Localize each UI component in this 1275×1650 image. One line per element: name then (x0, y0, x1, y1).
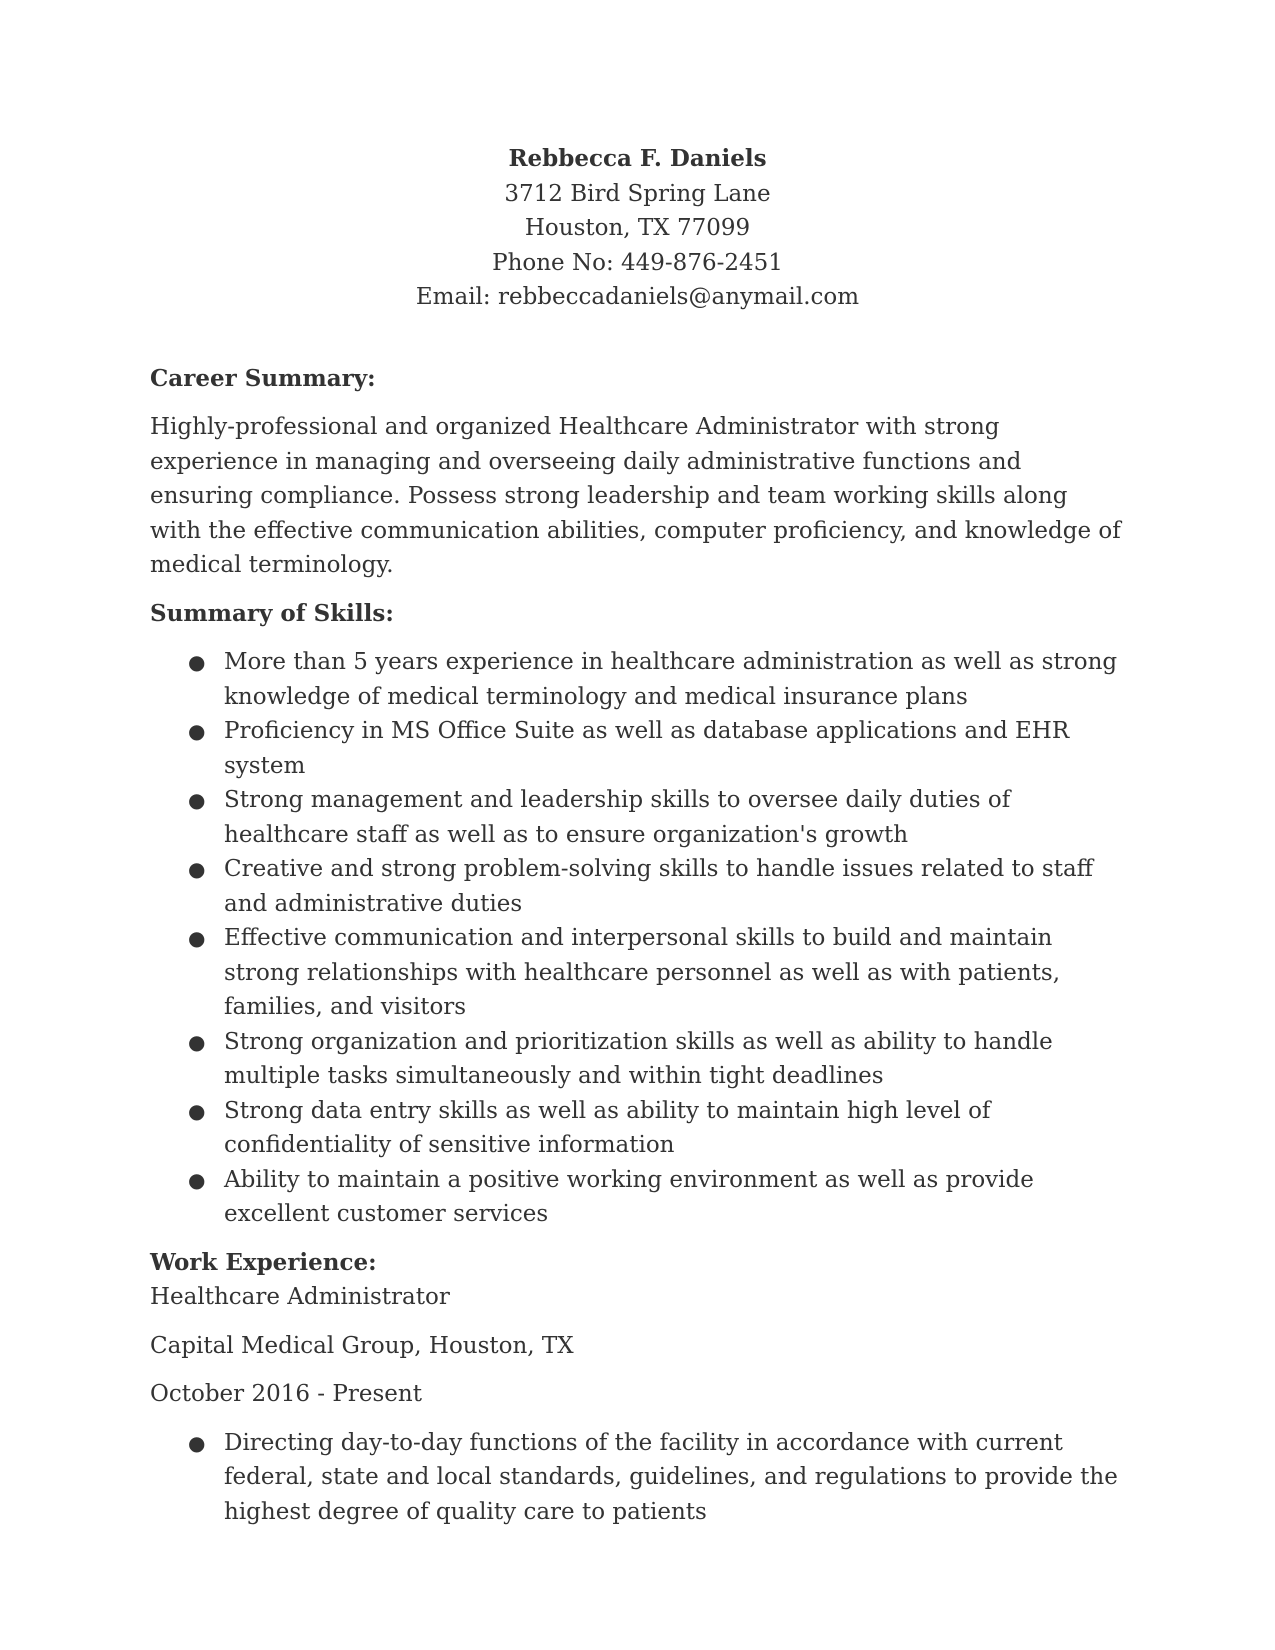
bullet-icon: ● (188, 1430, 206, 1455)
list-item (150, 921, 1125, 1025)
address-line-2: Houston, TX 77099 (524, 215, 751, 241)
applicant-name: Rebbecca F. Daniels (508, 145, 767, 172)
list-item (150, 1163, 1125, 1232)
skills-heading: Summary of Skills: (150, 599, 394, 627)
skill-text: Effective communication and interpersonal skills to build and maintain strong relationships with healthcare personnel as well as with patients, families, and visitors (224, 925, 1061, 1020)
bullet-icon: ● (188, 788, 206, 812)
career-summary-text: Highly-professional and organized Healthcare Administrator with strong experience in managing and overseeing daily administrative functions and ensuring compliance. Possess strong leadership and team working skills along with the effective communication abilities, computer proficiency, and knowledge of medical terminology. (150, 414, 1121, 578)
contact-header (150, 142, 1125, 315)
skill-text: Strong management and leadership skills to oversee daily duties of healthcare staff as well as to ensure organization's growth (224, 787, 1011, 848)
list-item (150, 852, 1125, 921)
address-line-1: 3712 Bird Spring Lane (504, 180, 771, 207)
job-title: Healthcare Administrator (150, 1284, 450, 1310)
bullet-icon: ● (188, 1167, 206, 1192)
bullet-icon: ● (188, 1098, 206, 1123)
skills-list (150, 645, 1125, 1232)
email-address: Email: rebbeccadaniels@anymail.com (415, 284, 860, 310)
list-item (150, 1025, 1125, 1094)
job-duties-list (150, 1426, 1125, 1530)
list-item (150, 1426, 1125, 1530)
bullet-icon: ● (188, 650, 206, 674)
bullet-icon: ● (188, 719, 206, 743)
list-item (150, 1094, 1125, 1163)
skill-text: Ability to maintain a positive working environment as well as provide excellent customer services (224, 1166, 1034, 1227)
bullet-icon: ● (188, 926, 206, 950)
work-experience-heading: Work Experience: (150, 1248, 377, 1276)
skill-text: Strong organization and prioritization skills as well as ability to handle multiple tasks simultaneously and within tight deadlines (224, 1028, 1053, 1089)
skill-text: Creative and strong problem-solving skills to handle issues related to staff and administrative duties (224, 856, 1093, 917)
bullet-icon: ● (188, 857, 206, 881)
employment-dates: October 2016 - Present (150, 1381, 422, 1407)
list-item (150, 714, 1125, 783)
list-item (150, 783, 1125, 852)
employer: Capital Medical Group, Houston, TX (150, 1332, 574, 1359)
skill-text: More than 5 years experience in healthcare administration as well as strong knowledge of medical terminology and medical insurance plans (224, 649, 1118, 710)
duty-text: Directing day-to-day functions of the facility in accordance with current federal, state and local standards, guidelines, and regulations to provide the highest degree of quality care to patients (224, 1429, 1118, 1525)
skill-text: Strong data entry skills as well as ability to maintain high level of confidentiality of sensitive information (224, 1097, 991, 1158)
bullet-icon: ● (188, 1029, 206, 1054)
skill-text: Proficiency in MS Office Suite as well as database applications and EHR system (224, 718, 1070, 779)
phone-number: Phone No: 449-876-2451 (492, 249, 783, 276)
list-item (150, 645, 1125, 714)
career-summary-heading: Career Summary: (150, 364, 376, 392)
